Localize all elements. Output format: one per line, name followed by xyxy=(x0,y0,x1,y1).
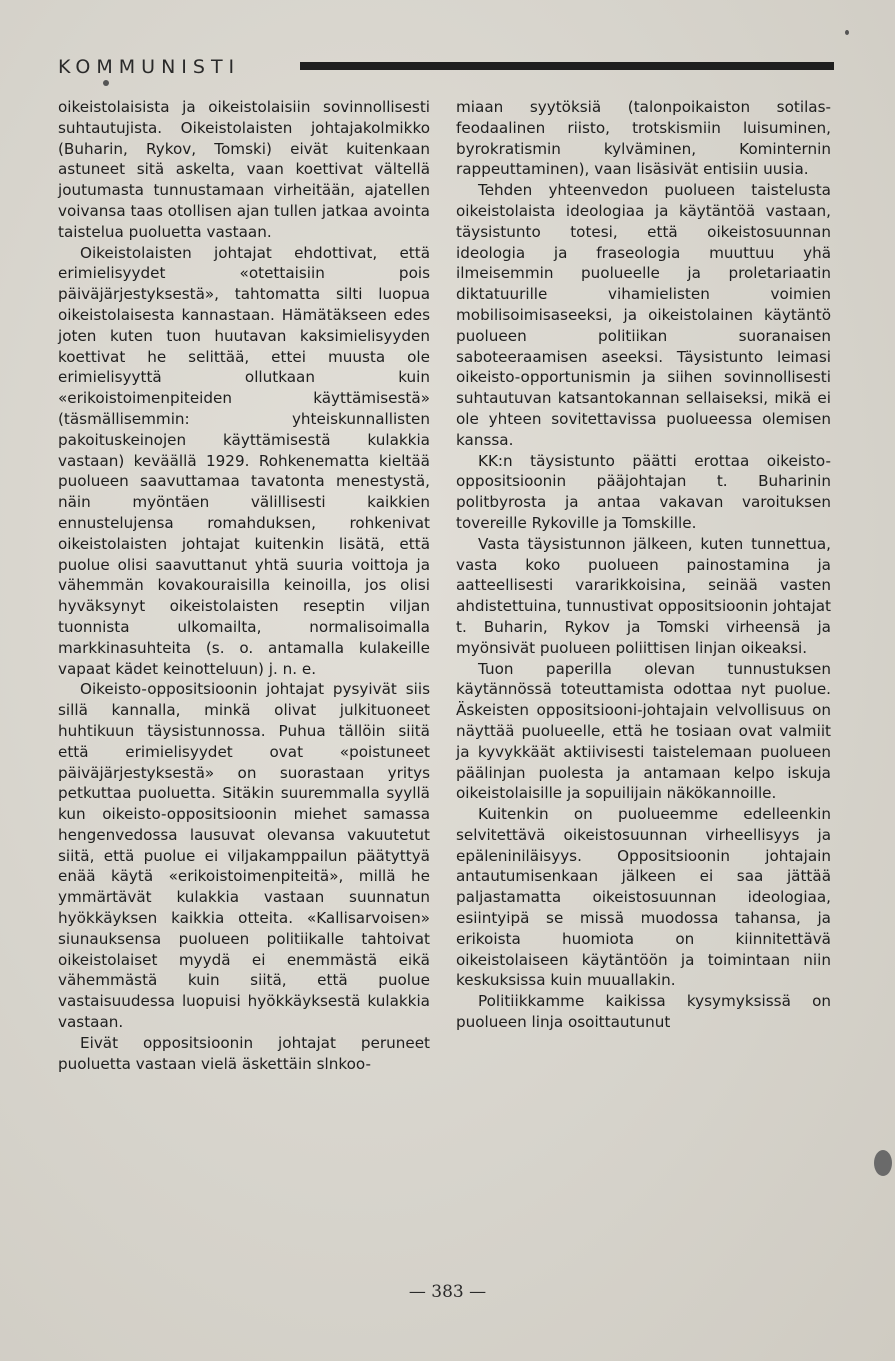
paper-speck xyxy=(103,80,109,86)
paragraph: Eivät oppositsioonin johtajat peruneet puoluetta vastaan vielä äskettäin slnkoo- xyxy=(58,1033,430,1073)
left-column xyxy=(58,97,430,1074)
paragraph: Oikeisto-oppositsioonin johtajat pysyivät siis sillä kannalla, minkä olivat julkituoneet huhtikuun täysistunnossa. Puhua tällöin siitä että erimielisyydet ovat «poistuneet päiväjärjestyksestä» on suorastaan yritys petkuttaa puoluetta. Sitäkin suuremmalla syyllä kun oikeisto-oppositsioonin miehet samassa hengenvedossa lausuvat olevansa vakuutetut siitä, että puolue ei viljakamppailun päätyttyä enää käytä «erikoistoimenpiteitä», millä he ymmärtävät kulakkia vastaan suunnatun hyökkäyksen kaikkia otteita. «Kallisarvoisen» siunauksensa puolueen politiikalle tahtoivat oikeistolaiset myydä ei enemmästä eikä vähemmästä kuin siitä, että puolue vastaisuudessa luopuisi hyökkäyksestä kulakkia vastaan. xyxy=(58,680,430,1032)
running-header xyxy=(58,56,836,84)
paragraph: Oikeistolaisten johtajat ehdottivat, että erimielisyydet «otettaisiin pois päiväjärjestyksestä», tahtomatta silti luopua oikeistolaisesta kannastaan. Hämätäkseen edes joten kuten tuon huutavan kaksimielisyyden koettivat he selittää, ettei muusta ole erimielisyyttä ollutkaan kuin «erikoistoimenpiteiden käyttämisestä» (täsmällisemmin: yhteiskunnallisten pakoituskeinojen käyttämisestä kulakkia vastaan) keväällä 1929. Rohkenemattа kieltää puolueen saavuttamaa tavatonta menestystä, näin myöntäen välillisesti kaikkien ennustelujensa romahduksen, rohkenivat oikeistolaisten johtajat kuitenkin lisätä, että puolue olisi saavuttanut yhtä suuria voittoja ja vähemmän kovakouraisilla keinoilla, jos olisi hyväksynyt oikeistolaisten reseptin viljan tuonnista ulkomailta, normalisoimalla markkinasuhteita (s. o. antamalla kulakeille vapaat kädet keinotteluun) j. n. e. xyxy=(58,243,430,678)
journal-title: KOMMUNISTI xyxy=(58,56,241,78)
paragraph: KK:n täysistunto päätti erottaa oikeisto-oppositsioonin pääjohtajan t. Buharinin politbyrosta ja antaa vakavan varoituksen tovereille Rykoville ja Tomskille. xyxy=(456,451,831,532)
paragraph: Kuitenkin on puolueemme edelleenkin selvitettävä oikeistosuunnan virheellisyys ja epäleniniläisyys. Oppositsioonin johtajain antautumisenkaan jälkeen ei saa jättää paljastamatta oikeistosuunnan ideologiaa, esiintyipä se missä muodossa tahansa, ja erikoista huomiota on kiinnitettävä oikeistolaiseen käytäntöön ja toimintaan niin keskuksissa kuin muuallakin. xyxy=(456,805,831,990)
page-number: — 383 — xyxy=(408,1282,487,1302)
paragraph: oikeistolaisista ja oikeistolaisiin sovinnollisesti suhtautujista. Oikeistolaisten johtajakolmikko (Buharin, Rykov, Tomski) eivät kuitenkaan astuneet sitä askelta, vaan koettivat vältellä joutumasta tunnustamaan virheitään, ajatellen voivansa taas otollisen ajan tullen jatkaa avointa taistelua puoluetta vastaan. xyxy=(58,98,430,241)
paper-speck xyxy=(845,30,849,35)
paragraph: Tehden yhteenvedon puolueen taistelusta oikeistolaista ideologiaa ja käytäntöä vastaan, täysistunto totesi, että oikeistosuunnan ideologia ja fraseologia muuttuu yhä ilmeisemmin puolueelle ja proletariaatin diktatuurille vihamielisten voimien mobilisoimisaseeksi, ja oikeistolainen käytäntö puolueen politiikan suoranaisen saboteeraamisen aseeksi. Täysistunto leimasi oikeisto-opportunismin ja siihen sovinnollisesti suhtautuvan katsantokannan sellaiseksi, mikä ei ole yhteen sovitettavissa puolueessa olemisen kanssa. xyxy=(456,181,831,449)
paper-speck xyxy=(874,1150,892,1176)
paragraph: Tuon paperilla olevan tunnustuksen käytännössä toteuttamista odottaa nyt puolue. Äskeisten oppositsiooni-johtajain velvollisuus on näyttää puolueelle, että he tosiaan ovat valmiit ja kyvykkäät aktiivisesti taistelemaan puolueen päälinjan puolesta ja antamaan kelpo iskuja oikeistolaisille ja sopuilijain näkökannoille. xyxy=(456,659,831,803)
paragraph: miaan syytöksiä (talonpoikaiston sotilas-feodaalinen riisto, trotskismiin luisuminen, byrokratismin kylväminen, Kominternin rappeuttaminen), vaan lisäsivät entisiin uusia. xyxy=(456,98,831,179)
paragraph: Politiikkamme kaikissa kysymyksissä on puolueen linja osoittautunut xyxy=(456,992,831,1032)
header-rule xyxy=(300,62,834,70)
paragraph: Vasta täysistunnon jälkeen, kuten tunnettua, vasta koko puolueen painostamina ja aatteellisesti vararikkoisina, seinää vasten ahdistettuina, tunnustivat oppositsioonin johtajat t. Buharin, Rykov ja Tomski virheensä ja myönsivät puolueen poliittisen linjan oikeaksi. xyxy=(456,534,831,657)
right-column xyxy=(456,97,831,1033)
